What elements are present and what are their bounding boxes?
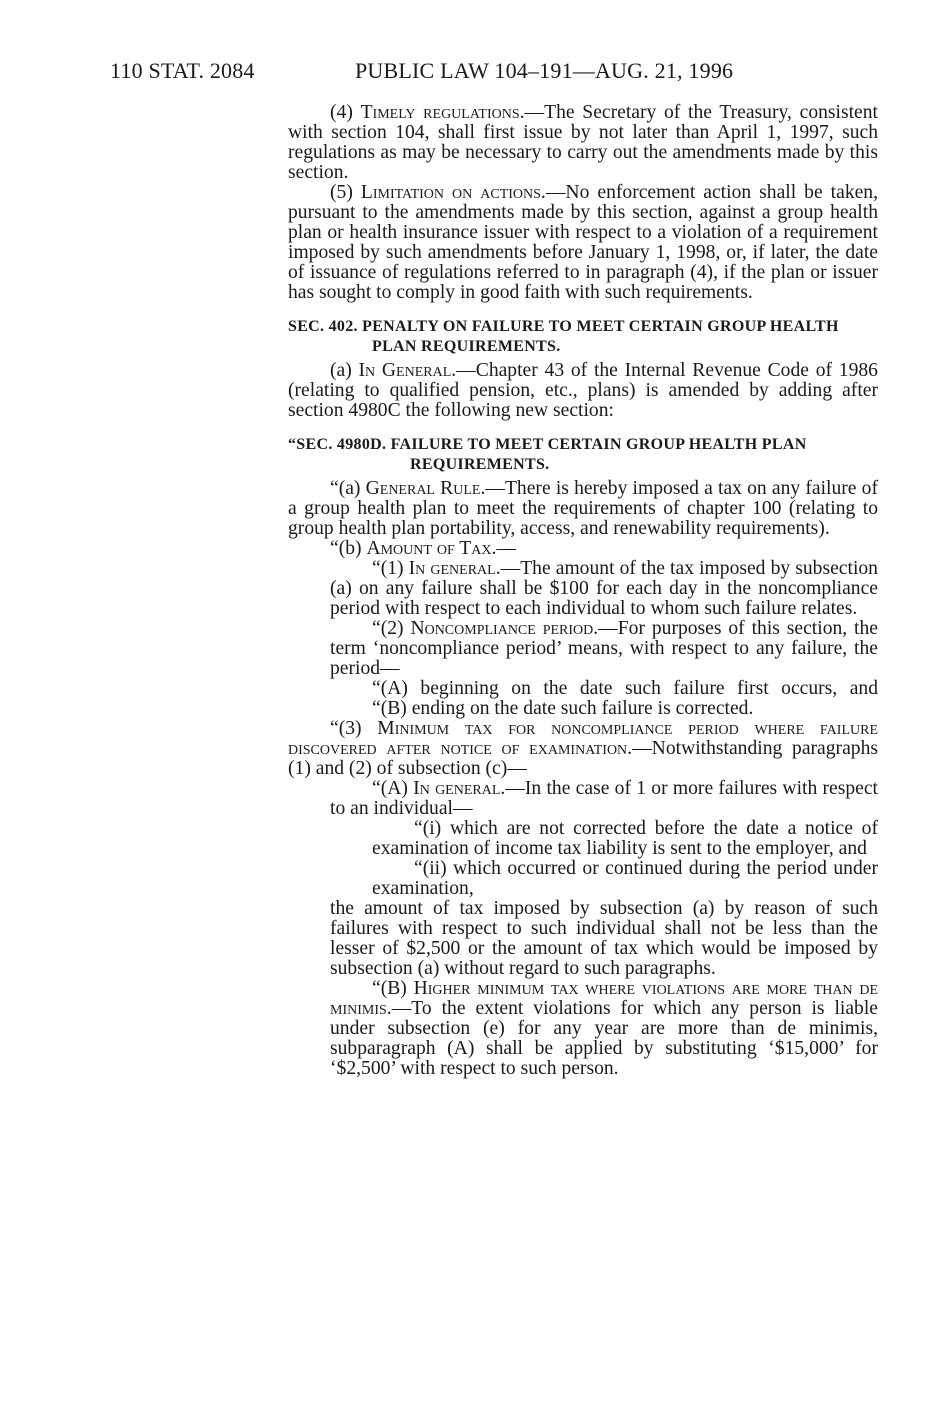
subparagraph-b3A: “(A) In general.—In the case of 1 or more failures with respect to an individual— [330, 778, 879, 819]
subparagraph-b2A: “(A) beginning on the date such failure first occurs, and [372, 678, 878, 699]
law-title: PUBLIC LAW 104–191—AUG. 21, 1996 [355, 58, 734, 83]
amount-of-tax-heading: Amount of Tax. [366, 538, 497, 559]
subsection-a: (a) In General.—Chapter 43 of the Internal Revenue Code of 1986 (relating to qualified pension, etc., plans) is amended by adding after section 4980C the following new section: [288, 360, 878, 421]
section-402-heading: SEC. 402. PENALTY ON FAILURE TO MEET CERTAIN GROUP HEALTH PLAN REQUIREMENTS. [288, 318, 839, 355]
minimum-tax-heading: Minimum tax for noncompliance period where failure discovered after notice of examination. [288, 718, 879, 759]
b3B-heading: Higher minimum tax where violations are more than de minimis. [330, 978, 879, 1019]
in-general-heading: In general. [408, 558, 501, 579]
page-reference: 110 STAT. 2084 [110, 58, 255, 83]
section-4980d-b: “(b) Amount of Tax.— [330, 538, 516, 559]
subparagraph-b3A-tail: the amount of tax imposed by subsection (a) by reason of such failures with respect to such individual shall not be less than the lesser of $2,500 or the amount of tax which would be imposed by subsection (a) without regard to such paragraphs. [330, 898, 878, 979]
paragraph-b2: “(2) Noncompliance period.—For purposes of this section, the term ‘noncompliance period’ means, with respect to any failure, the period— [330, 618, 878, 679]
section-4980d-a: “(a) General Rule.—There is hereby imposed a tax on any failure of a group health plan to meet the requirements of chapter 100 (relating to group health plan portability, access, and renewability requirements). [288, 478, 878, 539]
general-rule-heading: General Rule. [365, 478, 486, 499]
subparagraph-b2B: “(B) ending on the date such failure is corrected. [372, 698, 754, 719]
paragraph-5: (5) Limitation on actions.—No enforcement action shall be taken, pursuant to the amendments made by this section, against a group health plan or health insurance issuer with respect to a violation of a requirement imposed by such amendments before January 1, 1998, or, if later, the date of issuance of regulations referred to in paragraph (4), if the plan or issuer has sought to comply in good faith with such requirements. [288, 182, 879, 303]
statute-body [288, 103, 878, 1079]
subparagraph-b3B: “(B) Higher minimum tax where violations are more than de minimis.—To the extent violations for which any person is liable under subsection (e) for any year are more than de minimis, subparagraph (A) shall be applied by substituting ‘$15,000’ for ‘$2,500’ with respect to such person. [330, 978, 879, 1079]
paragraph-4-heading: Timely regulations. [360, 102, 525, 123]
noncompliance-period-heading: Noncompliance period. [410, 618, 599, 639]
clause-b3Ai: “(i) which are not corrected before the date a notice of examination of income tax liability is sent to the employer, and [372, 818, 878, 859]
b3A-heading: In general. [413, 778, 506, 799]
paragraph-4: (4) Timely regulations.—The Secretary of the Treasury, consistent with section 104, shall first issue by not later than April 1, 1997, such regulations as may be necessary to carry out the amendments made by this section. [288, 102, 878, 183]
paragraph-b1: “(1) In general.—The amount of the tax imposed by subsection (a) on any failure shall be $100 for each day in the noncompliance period with respect to each individual to whom such failure relates. [330, 558, 878, 619]
paragraph-5-heading: Limitation on actions. [360, 182, 546, 203]
paragraph-b3: “(3) Minimum tax for noncompliance period where failure discovered after notice of examination.—Notwithstanding paragraphs (1) and (2) of subsection (c)— [288, 718, 879, 779]
subsection-a-heading: In General. [358, 360, 457, 381]
clause-b3Aii: “(ii) which occurred or continued during the period under examination, [372, 858, 878, 899]
section-4980d-heading: “SEC. 4980D. FAILURE TO MEET CERTAIN GROUP HEALTH PLAN REQUIREMENTS. [288, 436, 807, 473]
